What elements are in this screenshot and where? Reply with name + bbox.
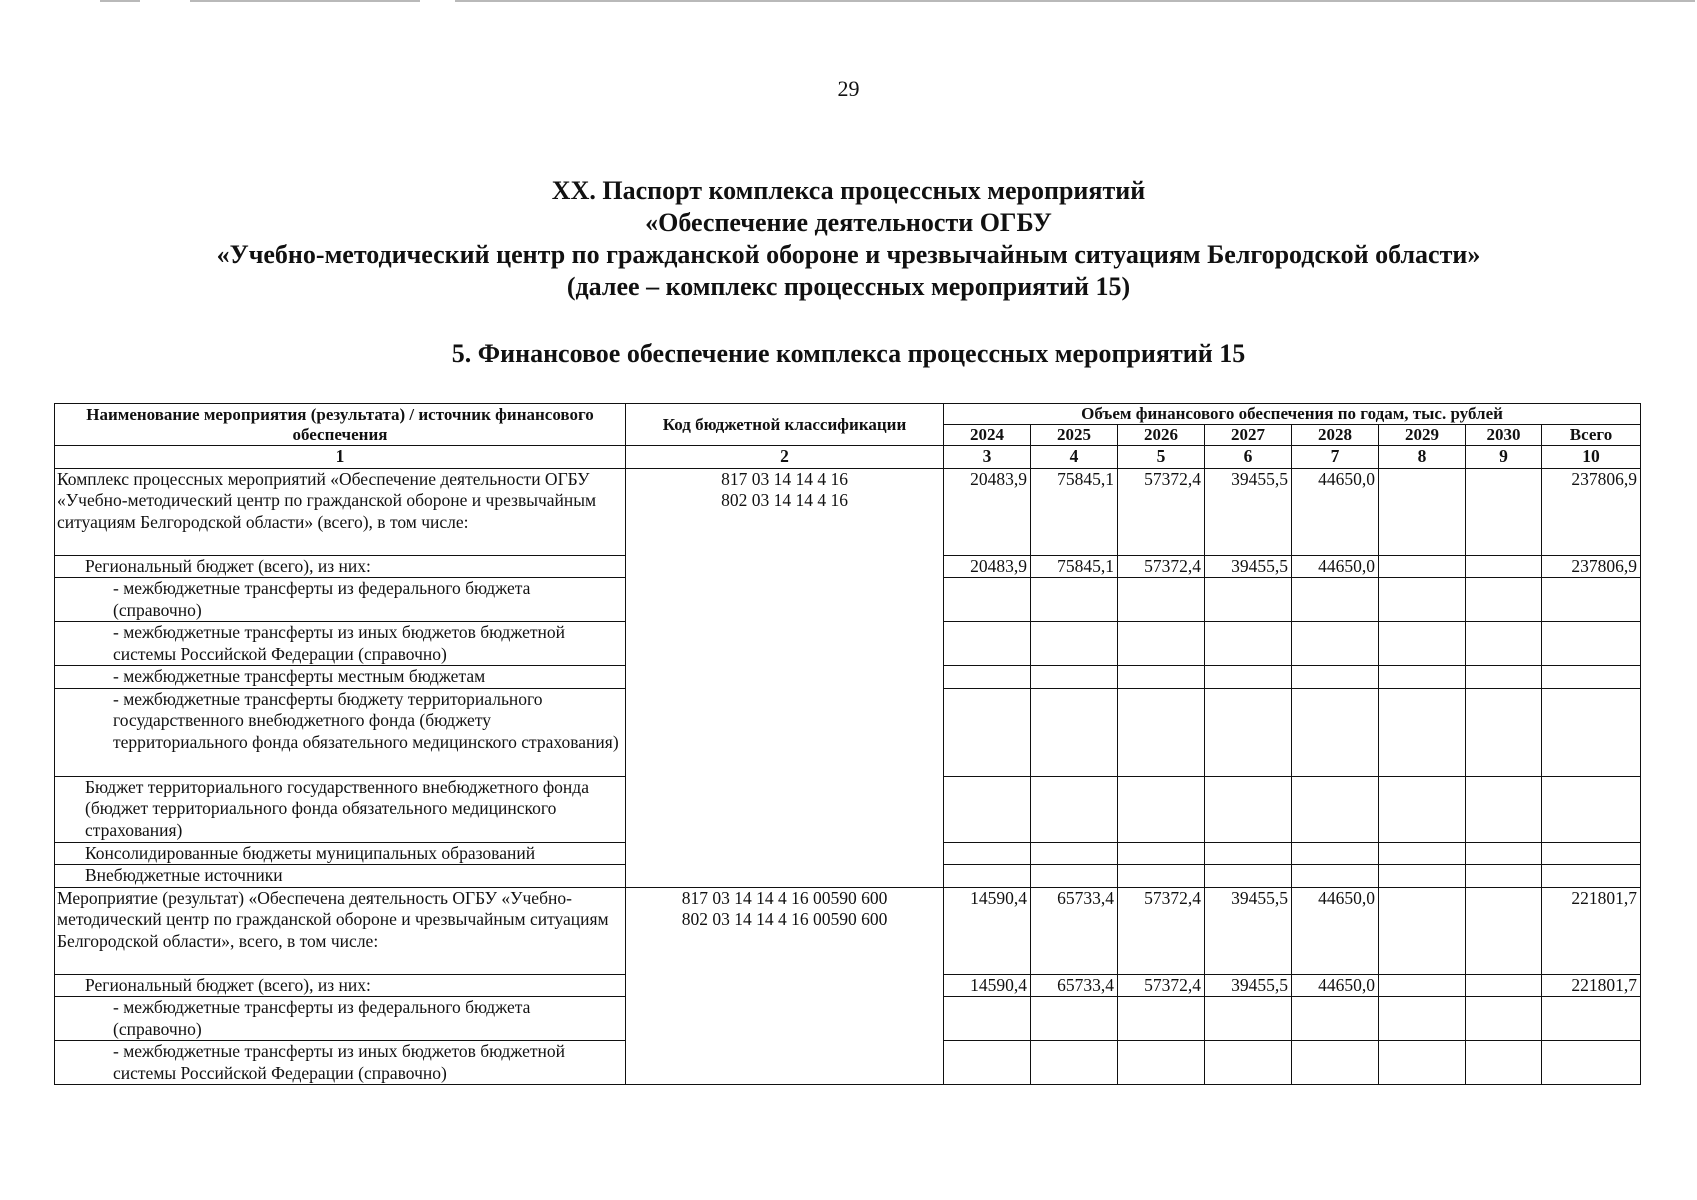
value-cell — [1379, 1041, 1466, 1085]
value-cell — [1379, 974, 1466, 997]
value-cell — [944, 865, 1031, 888]
value-cell — [1379, 997, 1466, 1041]
value-cell — [1118, 997, 1205, 1041]
value-cell — [1292, 622, 1379, 666]
value-cell — [1466, 997, 1542, 1041]
value-cell — [1205, 997, 1292, 1041]
value-cell: 65733,4 — [1031, 974, 1118, 997]
scan-artifact — [455, 0, 1695, 2]
heading-line: XX. Паспорт комплекса процессных мероприятий — [551, 176, 1146, 205]
column-number: 5 — [1118, 446, 1205, 469]
value-cell — [1292, 1041, 1379, 1085]
value-cell — [1466, 887, 1542, 974]
page-number: 29 — [837, 76, 860, 101]
column-number: 1 — [55, 446, 626, 469]
value-cell: 20483,9 — [944, 555, 1031, 578]
header-year: 2029 — [1379, 425, 1466, 446]
value-cell — [1292, 997, 1379, 1041]
value-cell: 44650,0 — [1292, 887, 1379, 974]
value-cell: 44650,0 — [1292, 555, 1379, 578]
value-total — [1542, 688, 1641, 776]
value-cell — [1379, 842, 1466, 865]
row-name: Комплекс процессных мероприятий «Обеспечение деятельности ОГБУ «Учебно-методический центр по гражданской обороне и чрезвычайным ситуациям Белгородской области» (всего), в том числе: — [55, 468, 626, 555]
value-cell — [1205, 666, 1292, 689]
row-name: Региональный бюджет (всего), из них: — [55, 555, 626, 578]
row-name: Консолидированные бюджеты муниципальных образований — [55, 842, 626, 865]
column-numbers-row — [55, 446, 1641, 469]
row-name: Бюджет территориального государственного внебюджетного фонда (бюджет территориального фонда обязательного медицинского страхования) — [55, 776, 626, 842]
value-total: 237806,9 — [1542, 468, 1641, 555]
budget-code-line: 817 03 14 14 4 16 — [721, 468, 848, 489]
row-name: - межбюджетные трансферты местным бюджетам — [55, 666, 626, 689]
value-cell — [1205, 622, 1292, 666]
heading-line: «Учебно-методический центр по гражданской обороне и чрезвычайным ситуациям Белгородской области» — [216, 240, 1481, 269]
value-cell: 20483,9 — [944, 468, 1031, 555]
budget-code-line: 817 03 14 14 4 16 00590 600 — [681, 887, 888, 908]
value-cell — [944, 997, 1031, 1041]
value-cell — [1118, 578, 1205, 622]
value-total — [1542, 997, 1641, 1041]
value-cell — [1205, 578, 1292, 622]
budget-code-line: 802 03 14 14 4 16 00590 600 — [681, 909, 888, 929]
column-number: 6 — [1205, 446, 1292, 469]
column-number: 4 — [1031, 446, 1118, 469]
heading-line: (далее – комплекс процессных мероприятий 15) — [566, 272, 1131, 301]
table-row — [55, 468, 1641, 555]
header-year: 2030 — [1466, 425, 1542, 446]
value-cell — [1031, 865, 1118, 888]
value-cell — [1118, 688, 1205, 776]
value-cell: 44650,0 — [1292, 468, 1379, 555]
value-cell — [944, 776, 1031, 842]
value-total — [1542, 865, 1641, 888]
row-name: - межбюджетные трансферты бюджету территориального государственного внебюджетного фонда (бюджету территориального фонда обязательного медицинского страхования) — [55, 688, 626, 776]
value-total — [1542, 842, 1641, 865]
value-cell: 44650,0 — [1292, 974, 1379, 997]
value-cell: 75845,1 — [1031, 468, 1118, 555]
value-cell: 39455,5 — [1205, 887, 1292, 974]
value-cell — [944, 578, 1031, 622]
value-total — [1542, 776, 1641, 842]
value-cell — [1466, 974, 1542, 997]
value-cell — [1466, 578, 1542, 622]
value-total: 237806,9 — [1542, 555, 1641, 578]
header-name: Наименование мероприятия (результата) / источник финансового обеспечения — [55, 404, 626, 446]
value-cell — [1031, 622, 1118, 666]
value-cell — [1379, 865, 1466, 888]
value-cell — [1292, 776, 1379, 842]
column-number: 10 — [1542, 446, 1641, 469]
value-cell — [1466, 865, 1542, 888]
value-cell — [1379, 887, 1466, 974]
row-name: - межбюджетные трансферты из федерального бюджета (справочно) — [55, 578, 626, 622]
value-total: 221801,7 — [1542, 887, 1641, 974]
value-cell — [1118, 1041, 1205, 1085]
value-total — [1542, 622, 1641, 666]
value-cell: 65733,4 — [1031, 887, 1118, 974]
value-cell — [1292, 865, 1379, 888]
value-cell — [1379, 688, 1466, 776]
value-cell — [1466, 688, 1542, 776]
value-cell: 14590,4 — [944, 887, 1031, 974]
budget-code — [626, 887, 944, 1085]
value-cell — [1466, 555, 1542, 578]
row-name: - межбюджетные трансферты из иных бюджетов бюджетной системы Российской Федерации (справочно) — [55, 622, 626, 666]
value-cell — [1466, 622, 1542, 666]
value-cell — [1031, 666, 1118, 689]
budget-code — [626, 468, 944, 887]
header-row — [55, 404, 1641, 425]
value-cell — [1466, 842, 1542, 865]
column-number: 7 — [1292, 446, 1379, 469]
value-cell — [1205, 688, 1292, 776]
scan-artifact — [190, 0, 420, 2]
row-name: - межбюджетные трансферты из федерального бюджета (справочно) — [55, 997, 626, 1041]
value-cell — [1466, 468, 1542, 555]
column-number: 8 — [1379, 446, 1466, 469]
value-cell — [944, 666, 1031, 689]
scan-artifact — [100, 0, 140, 2]
section-title: 5. Финансовое обеспечение комплекса процессных мероприятий 15 — [451, 339, 1246, 368]
row-name: - межбюджетные трансферты из иных бюджетов бюджетной системы Российской Федерации (справочно) — [55, 1041, 626, 1085]
header-year: 2028 — [1292, 425, 1379, 446]
value-cell — [1118, 622, 1205, 666]
value-cell — [1379, 555, 1466, 578]
document-heading — [0, 175, 1697, 303]
value-cell — [1031, 776, 1118, 842]
header-year: 2027 — [1205, 425, 1292, 446]
value-cell — [1031, 997, 1118, 1041]
column-number: 2 — [626, 446, 944, 469]
value-cell — [944, 622, 1031, 666]
value-cell — [1118, 842, 1205, 865]
value-cell: 39455,5 — [1205, 974, 1292, 997]
header-volume: Объем финансового обеспечения по годам, тыс. рублей — [944, 404, 1641, 425]
value-cell: 14590,4 — [944, 974, 1031, 997]
header-total: Всего — [1542, 425, 1641, 446]
value-cell — [1466, 666, 1542, 689]
header-code: Код бюджетной классификации — [626, 404, 944, 446]
header-year: 2025 — [1031, 425, 1118, 446]
value-cell: 57372,4 — [1118, 555, 1205, 578]
value-cell — [1118, 776, 1205, 842]
value-cell: 57372,4 — [1118, 887, 1205, 974]
value-cell — [1379, 578, 1466, 622]
value-total: 221801,7 — [1542, 974, 1641, 997]
value-cell — [1379, 666, 1466, 689]
value-cell — [944, 1041, 1031, 1085]
value-cell — [1118, 666, 1205, 689]
value-cell — [1379, 776, 1466, 842]
value-cell — [1118, 865, 1205, 888]
value-cell — [1031, 688, 1118, 776]
budget-code-line: 802 03 14 14 4 16 — [721, 490, 848, 510]
value-cell — [1205, 865, 1292, 888]
row-name: Региональный бюджет (всего), из них: — [55, 974, 626, 997]
value-cell — [1031, 1041, 1118, 1085]
header-year: 2026 — [1118, 425, 1205, 446]
value-cell: 57372,4 — [1118, 974, 1205, 997]
row-name: Мероприятие (результат) «Обеспечена деятельность ОГБУ «Учебно-методический центр по гражданской обороне и чрезвычайным ситуациям Белгородской области», всего, в том числе: — [55, 887, 626, 974]
value-cell — [1292, 842, 1379, 865]
value-cell — [1205, 1041, 1292, 1085]
value-cell — [1292, 688, 1379, 776]
value-cell — [944, 688, 1031, 776]
value-cell: 39455,5 — [1205, 468, 1292, 555]
header-year: 2024 — [944, 425, 1031, 446]
table-row — [55, 887, 1641, 974]
value-cell — [1292, 578, 1379, 622]
value-cell — [1205, 842, 1292, 865]
value-cell — [1292, 666, 1379, 689]
value-total — [1542, 578, 1641, 622]
value-cell — [944, 842, 1031, 865]
financing-table — [54, 403, 1641, 1085]
value-cell — [1379, 622, 1466, 666]
value-cell — [1031, 842, 1118, 865]
heading-line: «Обеспечение деятельности ОГБУ — [645, 208, 1052, 237]
value-cell — [1466, 1041, 1542, 1085]
value-total — [1542, 666, 1641, 689]
column-number: 3 — [944, 446, 1031, 469]
value-cell: 75845,1 — [1031, 555, 1118, 578]
value-cell: 39455,5 — [1205, 555, 1292, 578]
value-cell — [1031, 578, 1118, 622]
column-number: 9 — [1466, 446, 1542, 469]
row-name: Внебюджетные источники — [55, 865, 626, 888]
value-cell — [1205, 776, 1292, 842]
value-cell: 57372,4 — [1118, 468, 1205, 555]
value-cell — [1466, 776, 1542, 842]
value-cell — [1379, 468, 1466, 555]
value-total — [1542, 1041, 1641, 1085]
